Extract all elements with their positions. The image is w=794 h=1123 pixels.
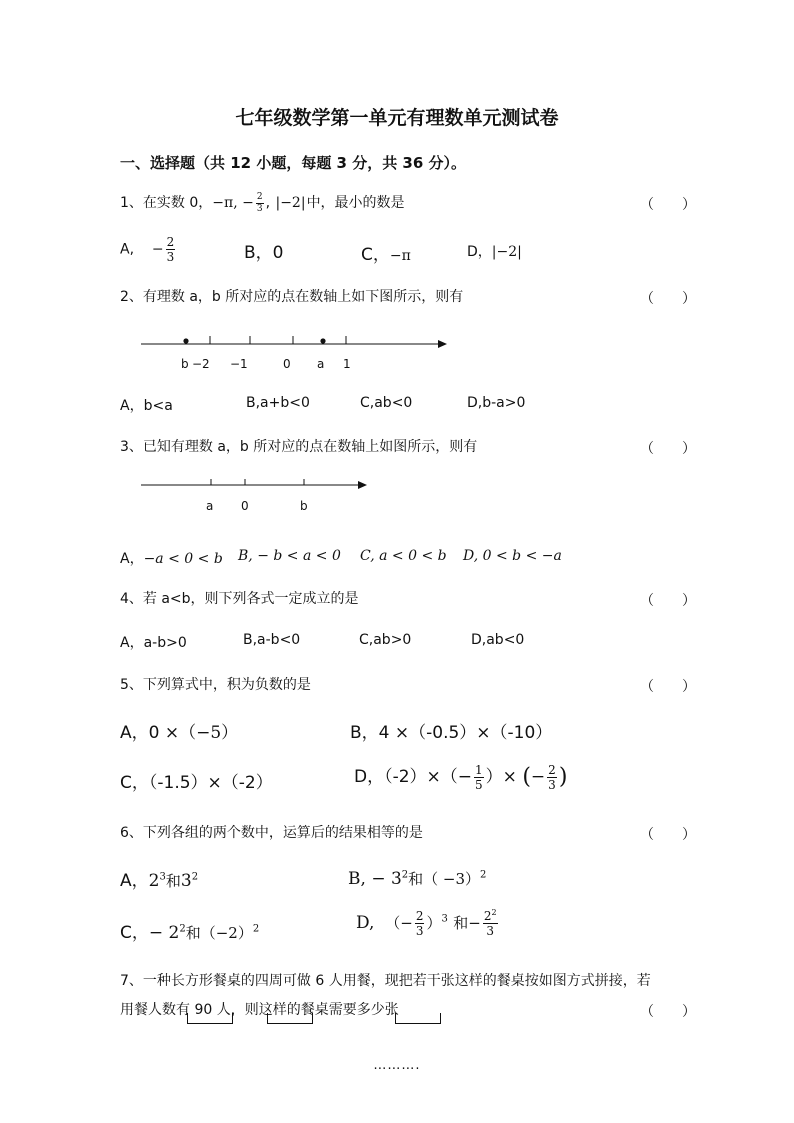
answer-bracket-4: （ ） <box>640 593 696 609</box>
q1-suffix: 中，最小的数是 <box>306 195 405 211</box>
q5-option-d: D，（-2）×（− $\frac{1}{5}$ ）× (− $\frac{2}{3}$ ) <box>354 762 568 792</box>
q2-option-c: C,ab<0 <box>360 395 413 411</box>
q6-option-b: B, − $3^2$和（ −3）$^2$ <box>348 869 487 889</box>
q3-option-a: A，−a < 0 < b <box>120 551 223 567</box>
q1-option-d: D，|−2| <box>467 244 522 260</box>
answer-bracket-2: （ ） <box>640 291 696 307</box>
question-1 <box>120 192 405 214</box>
answer-bracket-3: （ ） <box>640 441 696 457</box>
q4-option-b: B,a-b<0 <box>243 632 301 648</box>
question-4: 4、若 a<b，则下列各式一定成立的是 <box>120 591 359 607</box>
number-line-q3 <box>138 476 378 518</box>
question-2: 2、有理数 a，b 所对应的点在数轴上如下图所示，则有 <box>120 289 464 305</box>
q1-abs: |−2| <box>275 195 306 211</box>
q4-option-d: D,ab<0 <box>471 632 525 648</box>
axis-label-b: b <box>181 357 189 371</box>
q4-option-a: A，a-b>0 <box>120 635 187 651</box>
q1-comma: , <box>265 195 271 211</box>
q3-option-d: D, 0 < b < −a <box>463 548 562 564</box>
question-7-line-2: 用餐人数有 90 人，则这样的餐桌需要多少张 <box>120 1002 399 1018</box>
axis-label-neg1: −1 <box>230 357 248 371</box>
answer-bracket-6: （ ） <box>640 827 696 843</box>
q4-option-c: C,ab>0 <box>359 632 412 648</box>
q1-neg-pi: −π, <box>212 195 238 211</box>
axis-label-zero: 0 <box>241 499 249 513</box>
answer-bracket-1: （ ） <box>640 197 696 213</box>
number-line-q2 <box>138 332 458 380</box>
axis-label-a: a <box>317 357 325 371</box>
q1-option-a: A, − $\frac{2}{3}$ <box>120 235 175 264</box>
q5-option-b: B，4 ×（-0.5）×（-10） <box>350 723 553 743</box>
q3-option-c: C, a < 0 < b <box>360 548 447 564</box>
answer-bracket-7: （ ） <box>640 1004 696 1020</box>
q1-option-b: B，0 <box>244 243 284 263</box>
q6-option-c: C，− $2^2$和$(-2)^2$ <box>120 923 260 943</box>
q2-option-d: D,b-a>0 <box>467 395 526 411</box>
question-6: 6、下列各组的两个数中，运算后的结果相等的是 <box>120 825 423 841</box>
answer-bracket-5: （ ） <box>640 679 696 695</box>
q1-option-c: C，−π <box>361 245 411 265</box>
q1-fraction: $\frac{2}{3}$ <box>256 191 263 214</box>
table-figure-box-3 <box>395 1013 441 1024</box>
q1-neg: − <box>242 195 254 211</box>
section-heading: 一、选择题（共 12 小题，每题 3 分，共 36 分）。 <box>120 154 467 172</box>
question-5: 5、下列算式中，积为负数的是 <box>120 677 311 693</box>
page-footer-dots: ………. <box>373 1058 421 1073</box>
page-title: 七年级数学第一单元有理数单元测试卷 <box>235 107 559 129</box>
axis-label-zero: 0 <box>283 357 291 371</box>
axis-label-one: 1 <box>343 357 351 371</box>
q5-option-a: A，0 ×（−5） <box>120 723 239 743</box>
q2-option-b: B,a+b<0 <box>246 395 310 411</box>
axis-label-b: b <box>300 499 308 513</box>
q2-option-a: A，b<a <box>120 398 173 414</box>
point-b <box>183 338 188 343</box>
axis-label-a: a <box>206 499 214 513</box>
q3-option-b: B, − b < a < 0 <box>238 548 341 564</box>
axis-label-neg2: −2 <box>192 357 210 371</box>
table-figure-box-1 <box>187 1013 233 1024</box>
q6-option-a: A，$2^3$和$3^2$ <box>120 871 199 891</box>
question-3: 3、已知有理数 a，b 所对应的点在数轴上如图所示，则有 <box>120 439 478 455</box>
q6-option-d: D, （− $\frac{2}{3}$ ）$^3$ 和− $\frac{2^2}{3}$ <box>356 908 497 938</box>
point-a <box>320 338 325 343</box>
q5-option-c: C，（-1.5）×（-2） <box>120 773 273 793</box>
q1-prefix: 1、在实数 0， <box>120 195 213 211</box>
question-7-line-1: 7、一种长方形餐桌的四周可做 6 人用餐，现把若干张这样的餐桌按如图方式拼接，若 <box>120 973 651 989</box>
table-figure-box-2 <box>267 1013 313 1024</box>
